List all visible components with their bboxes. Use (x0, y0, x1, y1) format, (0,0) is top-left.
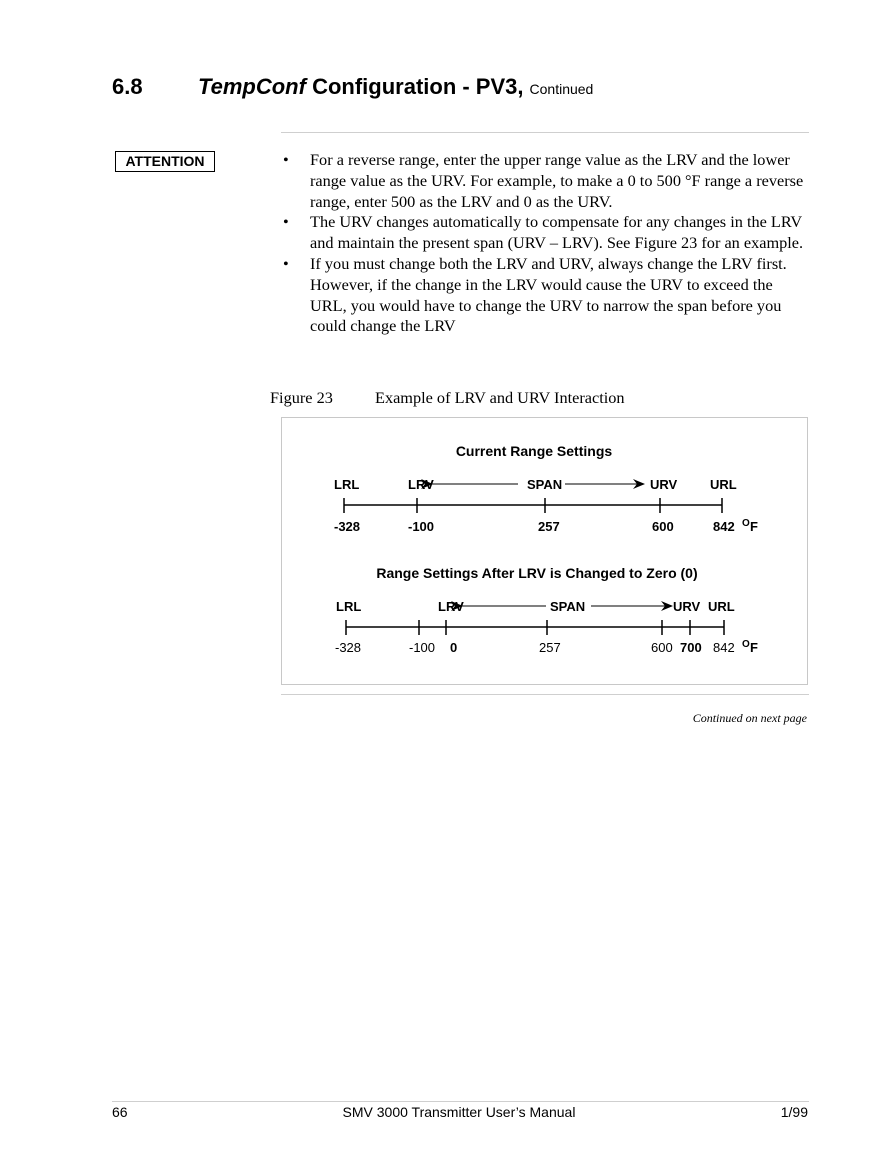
section-title-text: Configuration - PV3, (305, 74, 524, 99)
footer-divider (112, 1101, 809, 1102)
current-tick-label: 600 (652, 519, 674, 534)
top-divider (281, 132, 809, 133)
current-label-lrl: LRL (334, 477, 360, 492)
bullet-text: The URV changes automatically to compensate for any changes in the LRV and maintain the present span (URV – LRV). See Figure 23 for an example. (310, 212, 804, 253)
section-title (198, 74, 593, 100)
after-label-lrv: LRV (438, 599, 464, 614)
bottom-divider (281, 694, 809, 695)
current-label-lrv: LRV (408, 477, 434, 492)
attention-label: ATTENTION (115, 151, 215, 172)
bullet-text: For a reverse range, enter the upper range value as the LRV and the lower range value as the URV. For example, to make a 0 to 500 °F range a reverse range, enter 500 as the LRV and 0 as the URV. (310, 150, 804, 211)
section-number: 6.8 (112, 74, 143, 99)
current-label-urv: URV (650, 477, 678, 492)
continued-on-next-page: Continued on next page (692, 711, 807, 725)
after-tick-label: 0 (450, 640, 458, 655)
footer-page-number: 66 (112, 1104, 128, 1120)
bullet-item (283, 212, 808, 254)
after-tick-label: 600 (651, 640, 673, 655)
bullet-mark: • (283, 253, 289, 273)
bullet-item (283, 254, 808, 337)
after-tick-label: 842 (713, 640, 735, 655)
after-tick-label: -328 (335, 640, 362, 655)
current-tick-label: 257 (538, 519, 560, 534)
current-tick-label: -328 (334, 519, 361, 534)
current-unit-degree: O (742, 518, 750, 529)
range-diagram (282, 418, 809, 686)
after-label-url: URL (708, 599, 735, 614)
figure-number: Figure 23 (270, 388, 333, 407)
footer-manual-title: SMV 3000 Transmitter User’s Manual (342, 1104, 576, 1120)
current-label-url: URL (710, 477, 737, 492)
after-label-span: SPAN (550, 599, 586, 614)
after-tick-label: 257 (539, 640, 561, 655)
figure-caption (270, 388, 625, 408)
section-title-italic: TempConf (198, 74, 306, 99)
after-unit: F (750, 640, 758, 655)
after-label-lrl: LRL (336, 599, 362, 614)
after-range-heading: Range Settings After LRV is Changed to Zero (0) (376, 565, 698, 581)
after-label-urv: URV (673, 599, 701, 614)
figure-box (281, 417, 808, 685)
bullet-mark: • (283, 212, 289, 232)
current-label-span: SPAN (527, 477, 563, 492)
section-continued: Continued (529, 81, 594, 97)
footer-date: 1/99 (780, 1104, 808, 1120)
attention-bullet-list (283, 150, 808, 337)
after-unit-degree: O (742, 639, 750, 650)
current-tick-label: 842 (713, 519, 735, 534)
bullet-mark: • (283, 150, 289, 169)
current-unit: F (750, 519, 758, 534)
figure-title: Example of LRV and URV Interaction (375, 388, 625, 407)
after-tick-label: 700 (680, 640, 702, 655)
current-tick-label: -100 (408, 519, 435, 534)
bullet-item (283, 150, 808, 212)
bullet-text: If you must change both the LRV and URV, always change the LRV first. However, if the change in the LRV would cause the URV to exceed the URL, you would have to change the URV to narrow the span before you could change the LRV (310, 253, 787, 336)
after-tick-label: -100 (409, 640, 436, 655)
current-range-heading: Current Range Settings (455, 443, 613, 459)
